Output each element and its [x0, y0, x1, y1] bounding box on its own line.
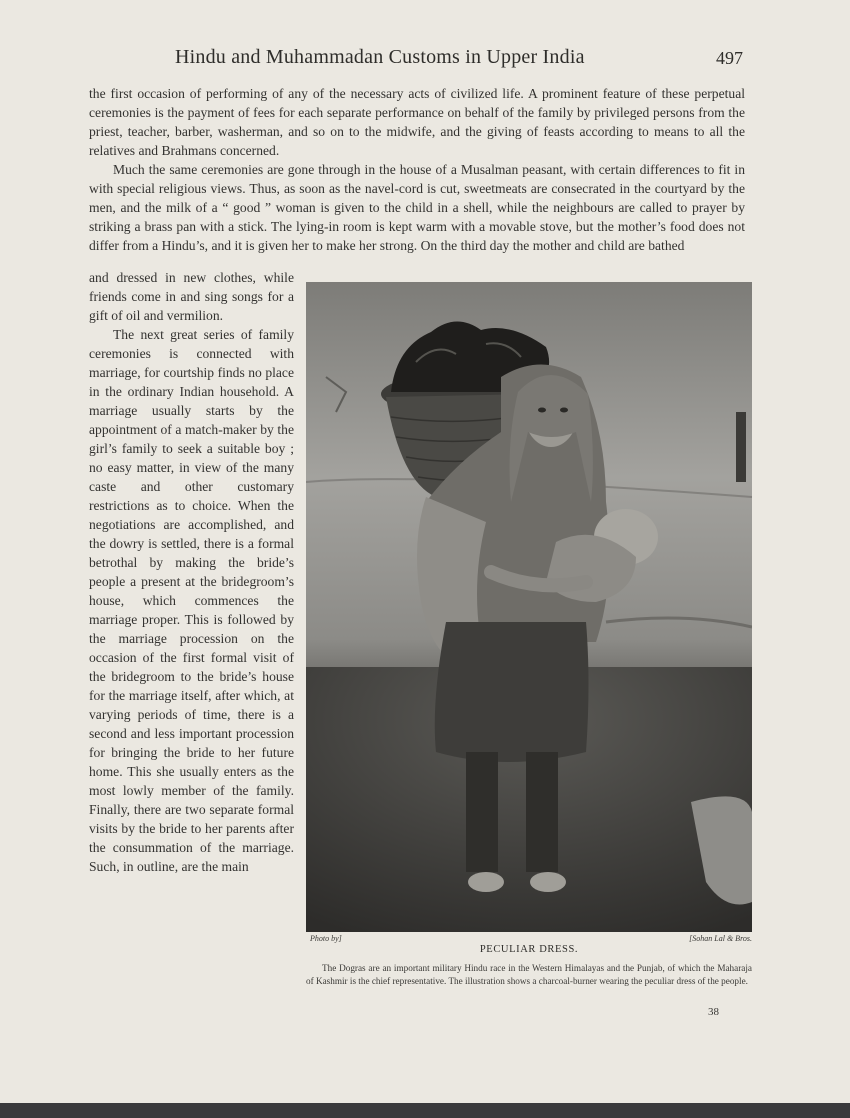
page-number: 497	[716, 48, 743, 68]
running-title: Hindu and Muhammadan Customs in Upper India	[175, 46, 585, 68]
photo-credit-left: Photo by]	[310, 934, 342, 943]
charcoal-burner-photo-illustration	[306, 282, 752, 932]
running-header	[175, 46, 745, 76]
photo-credit-right: [Sohan Lal & Bros.	[689, 934, 752, 943]
paragraph: The next great series of family ceremonies is connected with marriage, for courtship finds no place in the ordinary Indian household. A marriage usually starts by the appointment of a match-maker by the girl’s family to seek a suitable boy ; no easy matter, in view of the many caste and other customary restrictions as to choice. When the negotiations are accomplished, and the dowry is settled, there is a formal betrothal by making the bride’s people a present at the bridegroom’s house, which commences the marriage proper. This is followed by the marriage procession on the occasion of the first formal visit of the bridegroom to the bride’s house for the marriage itself, after which, at varying periods of time, there is a second and less important procession for bringing the bride to her future home. This she usually enters as the most lowly member of the family. Finally, there are two separate formal visits by the bride to her parents after the consummation of the marriage. Such, in outline, are the main	[89, 327, 294, 874]
body-text-left-column	[89, 268, 294, 876]
scan-bottom-edge	[0, 1103, 850, 1118]
paragraph: and dressed in new clothes, while friends come in and sing songs for a gift of oil and vermilion.	[89, 270, 294, 323]
body-text-top	[89, 84, 745, 255]
printer-signature: 38	[708, 1006, 719, 1018]
paragraph: Much the same ceremonies are gone through in the house of a Musalman peasant, with certain differences to fit in with special religious views. Thus, as soon as the navel-cord is cut, sweetmeats are consecrated in the courtyard by the men, and the milk of a “ good ” woman is given to the child in a shell, while the neighbours are called to prayer by striking a brass pan with a stick. The lying-in room is kept warm with a movable stove, but the mother’s food does not differ from a Hindu’s, and it is given her to make her strong. On the third day the mother and child are bathed	[89, 162, 745, 253]
caption-text: The Dogras are an important military Hindu race in the Western Himalayas and the Punjab, of which the Maharaja of Kashmir is the chief representative. The illustration shows a charcoal-burner wearing the peculiar dress of the people.	[306, 963, 752, 986]
photograph	[306, 282, 752, 932]
caption-title: PECULIAR DRESS.	[479, 944, 579, 955]
paragraph: the first occasion of performing of any of the necessary acts of civilized life. A prominent feature of these perpetual ceremonies is the payment of fees for each separate performance on behalf of the family by privileged persons from the priest, teacher, barber, washerman, and so on to the midwife, and the giving of feasts according to means to all the relatives and Brahmans concerned.	[89, 86, 745, 158]
